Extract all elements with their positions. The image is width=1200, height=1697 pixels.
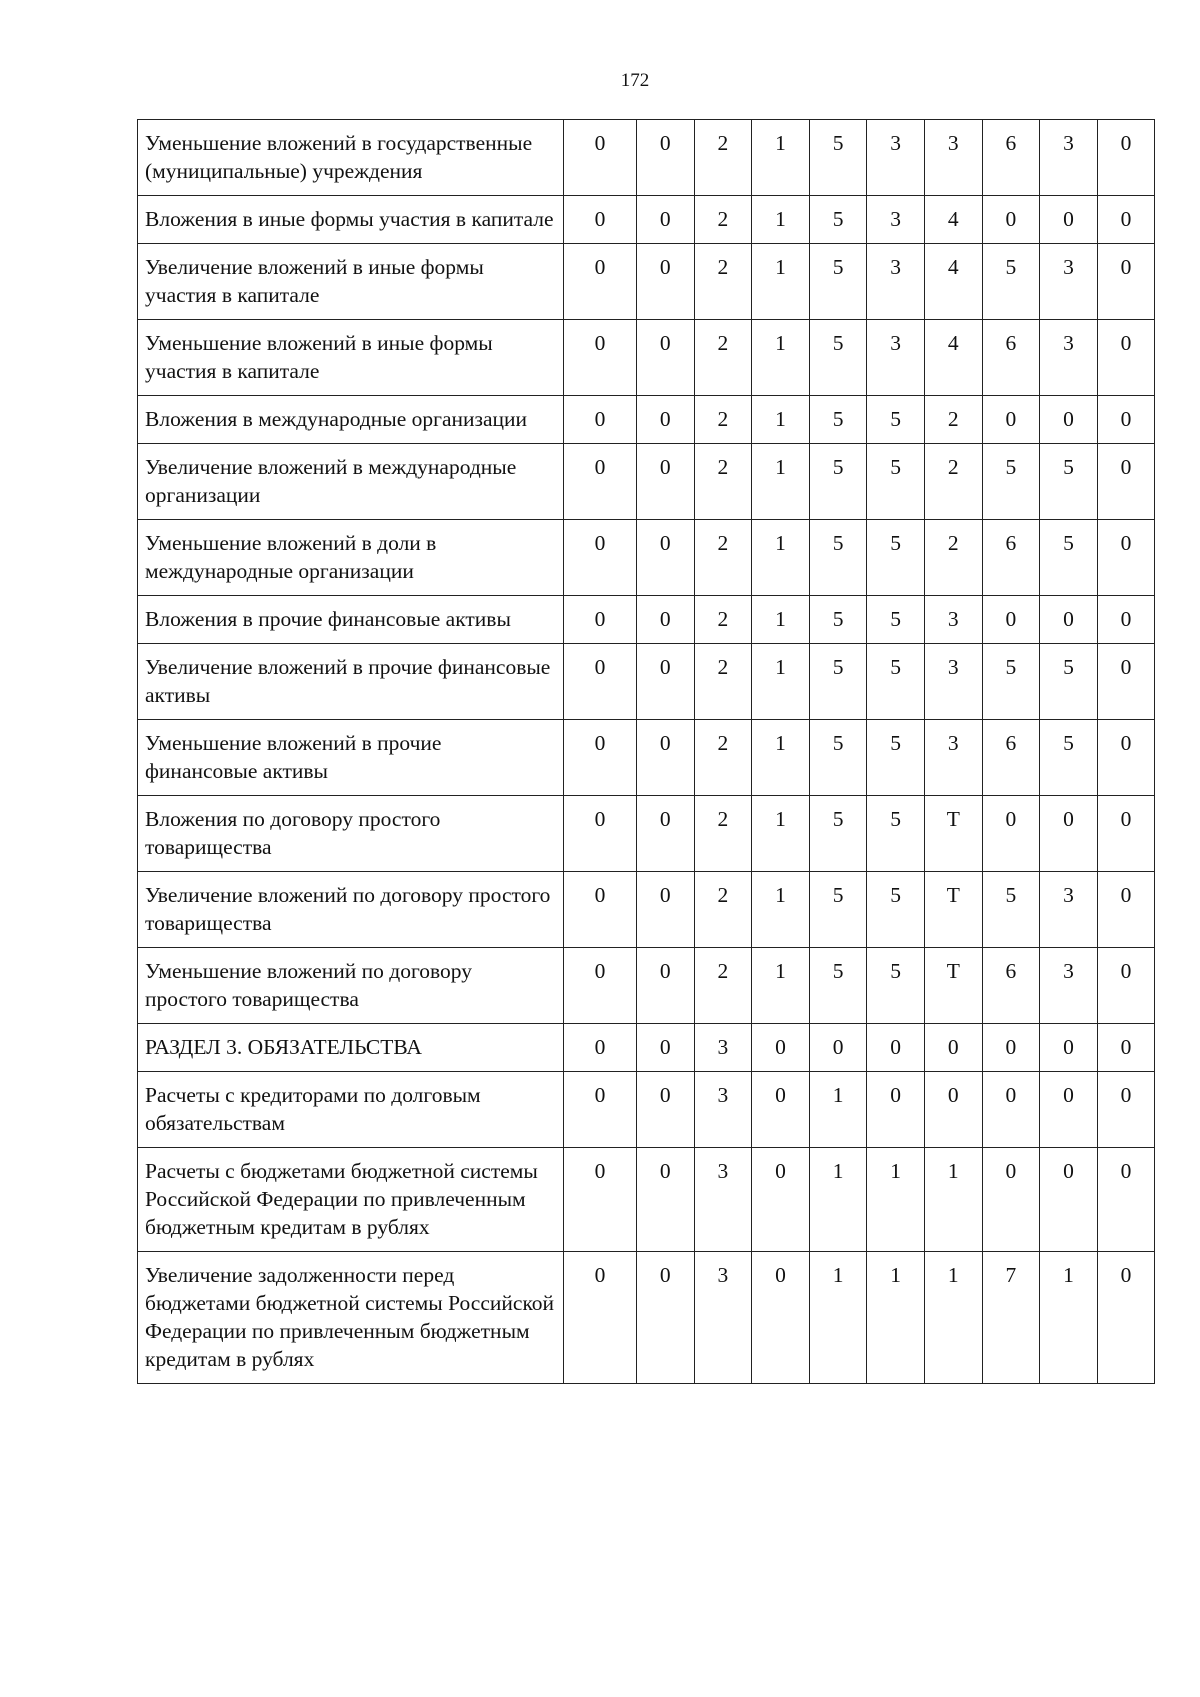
table-row xyxy=(138,796,1155,872)
code-digit-cell: 2 xyxy=(694,520,752,596)
code-digit-cell: 1 xyxy=(752,244,810,320)
code-digit-cell: 0 xyxy=(564,1252,637,1384)
code-digit-cell: 0 xyxy=(1040,796,1098,872)
code-digit-cell: 5 xyxy=(809,396,867,444)
code-digit-cell: 0 xyxy=(564,596,637,644)
table-row xyxy=(138,1252,1155,1384)
code-digit-cell: 0 xyxy=(637,644,695,720)
code-digit-cell: 5 xyxy=(982,244,1040,320)
code-digit-cell: 5 xyxy=(867,720,925,796)
code-digit-cell: 0 xyxy=(564,444,637,520)
code-digit-cell: 5 xyxy=(867,796,925,872)
code-digit-cell: 5 xyxy=(867,872,925,948)
code-digit-cell: 0 xyxy=(1040,596,1098,644)
code-digit-cell: 0 xyxy=(752,1024,810,1072)
code-digit-cell: 0 xyxy=(809,1024,867,1072)
table-row xyxy=(138,520,1155,596)
code-digit-cell: 0 xyxy=(1040,1148,1098,1252)
row-name-cell: Уменьшение вложений в прочие финансовые активы xyxy=(138,720,564,796)
code-digit-cell: 0 xyxy=(637,444,695,520)
table-row xyxy=(138,1024,1155,1072)
code-digit-cell: 2 xyxy=(924,444,982,520)
row-name-cell: Вложения в международные организации xyxy=(138,396,564,444)
code-digit-cell: 1 xyxy=(1040,1252,1098,1384)
code-digit-cell: 0 xyxy=(564,1072,637,1148)
code-digit-cell: 5 xyxy=(809,948,867,1024)
row-name-cell: Вложения в иные формы участия в капитале xyxy=(138,196,564,244)
code-digit-cell: 6 xyxy=(982,720,1040,796)
code-digit-cell: 0 xyxy=(1040,1024,1098,1072)
code-digit-cell: 3 xyxy=(1040,244,1098,320)
code-digit-cell: 0 xyxy=(564,244,637,320)
code-digit-cell: 1 xyxy=(809,1148,867,1252)
code-digit-cell: 5 xyxy=(1040,520,1098,596)
code-digit-cell: 5 xyxy=(809,320,867,396)
code-digit-cell: 5 xyxy=(809,244,867,320)
code-digit-cell: 0 xyxy=(564,396,637,444)
code-digit-cell: 3 xyxy=(867,196,925,244)
row-name-cell: Расчеты с кредиторами по долговым обязательствам xyxy=(138,1072,564,1148)
code-digit-cell: 0 xyxy=(637,1148,695,1252)
account-codes-table xyxy=(137,119,1155,1384)
code-digit-cell: 3 xyxy=(867,120,925,196)
code-digit-cell: 0 xyxy=(982,796,1040,872)
code-digit-cell: 1 xyxy=(752,720,810,796)
code-digit-cell: 0 xyxy=(564,948,637,1024)
code-digit-cell: 0 xyxy=(1097,320,1155,396)
code-digit-cell: 0 xyxy=(1040,396,1098,444)
code-digit-cell: 5 xyxy=(809,196,867,244)
code-digit-cell: 2 xyxy=(694,396,752,444)
code-digit-cell: 0 xyxy=(637,720,695,796)
code-digit-cell: 3 xyxy=(1040,120,1098,196)
code-digit-cell: 1 xyxy=(752,644,810,720)
code-digit-cell: 1 xyxy=(752,796,810,872)
code-digit-cell: 0 xyxy=(564,120,637,196)
code-digit-cell: 0 xyxy=(1040,1072,1098,1148)
code-digit-cell: 0 xyxy=(564,196,637,244)
code-digit-cell: 1 xyxy=(752,872,810,948)
code-digit-cell: 5 xyxy=(809,596,867,644)
code-digit-cell: 0 xyxy=(637,396,695,444)
code-digit-cell: 5 xyxy=(809,796,867,872)
code-digit-cell: 7 xyxy=(982,1252,1040,1384)
table-body xyxy=(138,120,1155,1384)
code-digit-cell: 3 xyxy=(1040,872,1098,948)
code-digit-cell: 0 xyxy=(867,1072,925,1148)
code-digit-cell: 1 xyxy=(752,196,810,244)
code-digit-cell: 0 xyxy=(637,596,695,644)
code-digit-cell: 0 xyxy=(1097,520,1155,596)
code-digit-cell: 0 xyxy=(1097,596,1155,644)
table-row xyxy=(138,948,1155,1024)
code-digit-cell: 3 xyxy=(924,120,982,196)
code-digit-cell: 0 xyxy=(1097,644,1155,720)
code-digit-cell: 5 xyxy=(809,444,867,520)
code-digit-cell: 3 xyxy=(924,644,982,720)
code-digit-cell: 2 xyxy=(694,320,752,396)
code-digit-cell: 0 xyxy=(1097,872,1155,948)
code-digit-cell: 0 xyxy=(564,320,637,396)
code-digit-cell: 0 xyxy=(1097,1252,1155,1384)
code-digit-cell: Т xyxy=(924,948,982,1024)
code-digit-cell: 3 xyxy=(867,320,925,396)
code-digit-cell: 5 xyxy=(867,644,925,720)
row-name-cell: Вложения по договору простого товарищества xyxy=(138,796,564,872)
table-row xyxy=(138,196,1155,244)
table-row xyxy=(138,244,1155,320)
code-digit-cell: 0 xyxy=(637,1024,695,1072)
code-digit-cell: 6 xyxy=(982,320,1040,396)
code-digit-cell: 1 xyxy=(924,1252,982,1384)
code-digit-cell: Т xyxy=(924,796,982,872)
code-digit-cell: 0 xyxy=(924,1072,982,1148)
code-digit-cell: 0 xyxy=(637,948,695,1024)
code-digit-cell: 2 xyxy=(694,644,752,720)
code-digit-cell: 1 xyxy=(752,520,810,596)
row-name-cell: Расчеты с бюджетами бюджетной системы Российской Федерации по привлеченным бюджетным кредитам в рублях xyxy=(138,1148,564,1252)
code-digit-cell: 2 xyxy=(694,720,752,796)
row-name-cell: Уменьшение вложений по договору простого товарищества xyxy=(138,948,564,1024)
code-digit-cell: 2 xyxy=(694,444,752,520)
code-digit-cell: 0 xyxy=(982,396,1040,444)
code-digit-cell: 0 xyxy=(982,1024,1040,1072)
code-digit-cell: 0 xyxy=(564,720,637,796)
code-digit-cell: 0 xyxy=(1097,1148,1155,1252)
code-digit-cell: 5 xyxy=(1040,644,1098,720)
code-digit-cell: 0 xyxy=(564,872,637,948)
code-digit-cell: 0 xyxy=(752,1072,810,1148)
code-digit-cell: 1 xyxy=(752,596,810,644)
code-digit-cell: 2 xyxy=(694,596,752,644)
row-name-cell: Увеличение вложений в иные формы участия в капитале xyxy=(138,244,564,320)
page-number: 172 xyxy=(620,70,650,91)
code-digit-cell: 2 xyxy=(924,520,982,596)
code-digit-cell: 0 xyxy=(752,1252,810,1384)
code-digit-cell: 5 xyxy=(809,644,867,720)
code-digit-cell: 0 xyxy=(564,1024,637,1072)
code-digit-cell: 4 xyxy=(924,244,982,320)
code-digit-cell: 2 xyxy=(694,196,752,244)
code-digit-cell: 0 xyxy=(637,1072,695,1148)
code-digit-cell: 2 xyxy=(924,396,982,444)
table-row xyxy=(138,720,1155,796)
code-digit-cell: Т xyxy=(924,872,982,948)
code-digit-cell: 0 xyxy=(752,1148,810,1252)
code-digit-cell: 0 xyxy=(564,644,637,720)
code-digit-cell: 0 xyxy=(1097,444,1155,520)
code-digit-cell: 0 xyxy=(982,596,1040,644)
code-digit-cell: 5 xyxy=(867,396,925,444)
code-digit-cell: 1 xyxy=(867,1252,925,1384)
code-digit-cell: 0 xyxy=(1040,196,1098,244)
code-digit-cell: 0 xyxy=(1097,796,1155,872)
row-name-cell: Увеличение вложений в прочие финансовые активы xyxy=(138,644,564,720)
row-name-cell: Уменьшение вложений в государственные (муниципальные) учреждения xyxy=(138,120,564,196)
code-digit-cell: 0 xyxy=(637,520,695,596)
code-digit-cell: 0 xyxy=(564,796,637,872)
code-digit-cell: 2 xyxy=(694,948,752,1024)
code-digit-cell: 3 xyxy=(694,1252,752,1384)
table-row xyxy=(138,396,1155,444)
code-digit-cell: 0 xyxy=(982,1072,1040,1148)
code-digit-cell: 1 xyxy=(752,320,810,396)
code-digit-cell: 0 xyxy=(564,520,637,596)
code-digit-cell: 0 xyxy=(637,796,695,872)
code-digit-cell: 5 xyxy=(867,520,925,596)
code-digit-cell: 2 xyxy=(694,244,752,320)
code-digit-cell: 4 xyxy=(924,196,982,244)
code-digit-cell: 6 xyxy=(982,520,1040,596)
code-digit-cell: 3 xyxy=(1040,948,1098,1024)
code-digit-cell: 5 xyxy=(809,520,867,596)
code-digit-cell: 5 xyxy=(982,872,1040,948)
code-digit-cell: 0 xyxy=(1097,720,1155,796)
code-digit-cell: 6 xyxy=(982,948,1040,1024)
table-row xyxy=(138,120,1155,196)
code-digit-cell: 0 xyxy=(1097,1072,1155,1148)
code-digit-cell: 6 xyxy=(982,120,1040,196)
code-digit-cell: 5 xyxy=(867,444,925,520)
code-digit-cell: 3 xyxy=(694,1024,752,1072)
row-name-cell: Увеличение задолженности перед бюджетами бюджетной системы Российской Федерации по привлеченным бюджетным кредитам в рублях xyxy=(138,1252,564,1384)
code-digit-cell: 0 xyxy=(637,196,695,244)
code-digit-cell: 1 xyxy=(752,444,810,520)
row-name-cell: Уменьшение вложений в иные формы участия в капитале xyxy=(138,320,564,396)
table-row xyxy=(138,444,1155,520)
code-digit-cell: 0 xyxy=(982,1148,1040,1252)
code-digit-cell: 2 xyxy=(694,872,752,948)
code-digit-cell: 5 xyxy=(867,948,925,1024)
table-row xyxy=(138,1072,1155,1148)
code-digit-cell: 5 xyxy=(809,120,867,196)
code-digit-cell: 3 xyxy=(924,720,982,796)
code-digit-cell: 5 xyxy=(1040,720,1098,796)
code-digit-cell: 1 xyxy=(809,1252,867,1384)
code-digit-cell: 2 xyxy=(694,796,752,872)
code-digit-cell: 0 xyxy=(1097,244,1155,320)
code-digit-cell: 3 xyxy=(924,596,982,644)
row-name-cell: Вложения в прочие финансовые активы xyxy=(138,596,564,644)
code-digit-cell: 1 xyxy=(752,120,810,196)
row-name-cell: Увеличение вложений по договору простого товарищества xyxy=(138,872,564,948)
code-digit-cell: 1 xyxy=(809,1072,867,1148)
code-digit-cell: 1 xyxy=(924,1148,982,1252)
code-digit-cell: 0 xyxy=(637,244,695,320)
row-name-cell: Увеличение вложений в международные организации xyxy=(138,444,564,520)
table-row xyxy=(138,320,1155,396)
code-digit-cell: 1 xyxy=(867,1148,925,1252)
code-digit-cell: 0 xyxy=(637,320,695,396)
code-digit-cell: 3 xyxy=(1040,320,1098,396)
table-row xyxy=(138,644,1155,720)
table-row xyxy=(138,872,1155,948)
code-digit-cell: 0 xyxy=(1097,196,1155,244)
code-digit-cell: 3 xyxy=(694,1148,752,1252)
code-digit-cell: 4 xyxy=(924,320,982,396)
code-digit-cell: 5 xyxy=(809,872,867,948)
code-digit-cell: 1 xyxy=(752,396,810,444)
code-digit-cell: 5 xyxy=(867,596,925,644)
code-digit-cell: 5 xyxy=(1040,444,1098,520)
code-digit-cell: 0 xyxy=(1097,396,1155,444)
code-digit-cell: 0 xyxy=(1097,948,1155,1024)
code-digit-cell: 5 xyxy=(809,720,867,796)
table-row xyxy=(138,596,1155,644)
row-name-cell: Уменьшение вложений в доли в международные организации xyxy=(138,520,564,596)
table-row xyxy=(138,1148,1155,1252)
code-digit-cell: 0 xyxy=(1097,120,1155,196)
code-digit-cell: 0 xyxy=(637,120,695,196)
code-digit-cell: 1 xyxy=(752,948,810,1024)
code-digit-cell: 0 xyxy=(982,196,1040,244)
code-digit-cell: 0 xyxy=(564,1148,637,1252)
row-name-cell: РАЗДЕЛ 3. ОБЯЗАТЕЛЬСТВА xyxy=(138,1024,564,1072)
code-digit-cell: 3 xyxy=(694,1072,752,1148)
code-digit-cell: 0 xyxy=(1097,1024,1155,1072)
code-digit-cell: 0 xyxy=(637,872,695,948)
code-digit-cell: 0 xyxy=(637,1252,695,1384)
code-digit-cell: 5 xyxy=(982,444,1040,520)
code-digit-cell: 5 xyxy=(982,644,1040,720)
code-digit-cell: 3 xyxy=(867,244,925,320)
code-digit-cell: 0 xyxy=(924,1024,982,1072)
code-digit-cell: 2 xyxy=(694,120,752,196)
code-digit-cell: 0 xyxy=(867,1024,925,1072)
